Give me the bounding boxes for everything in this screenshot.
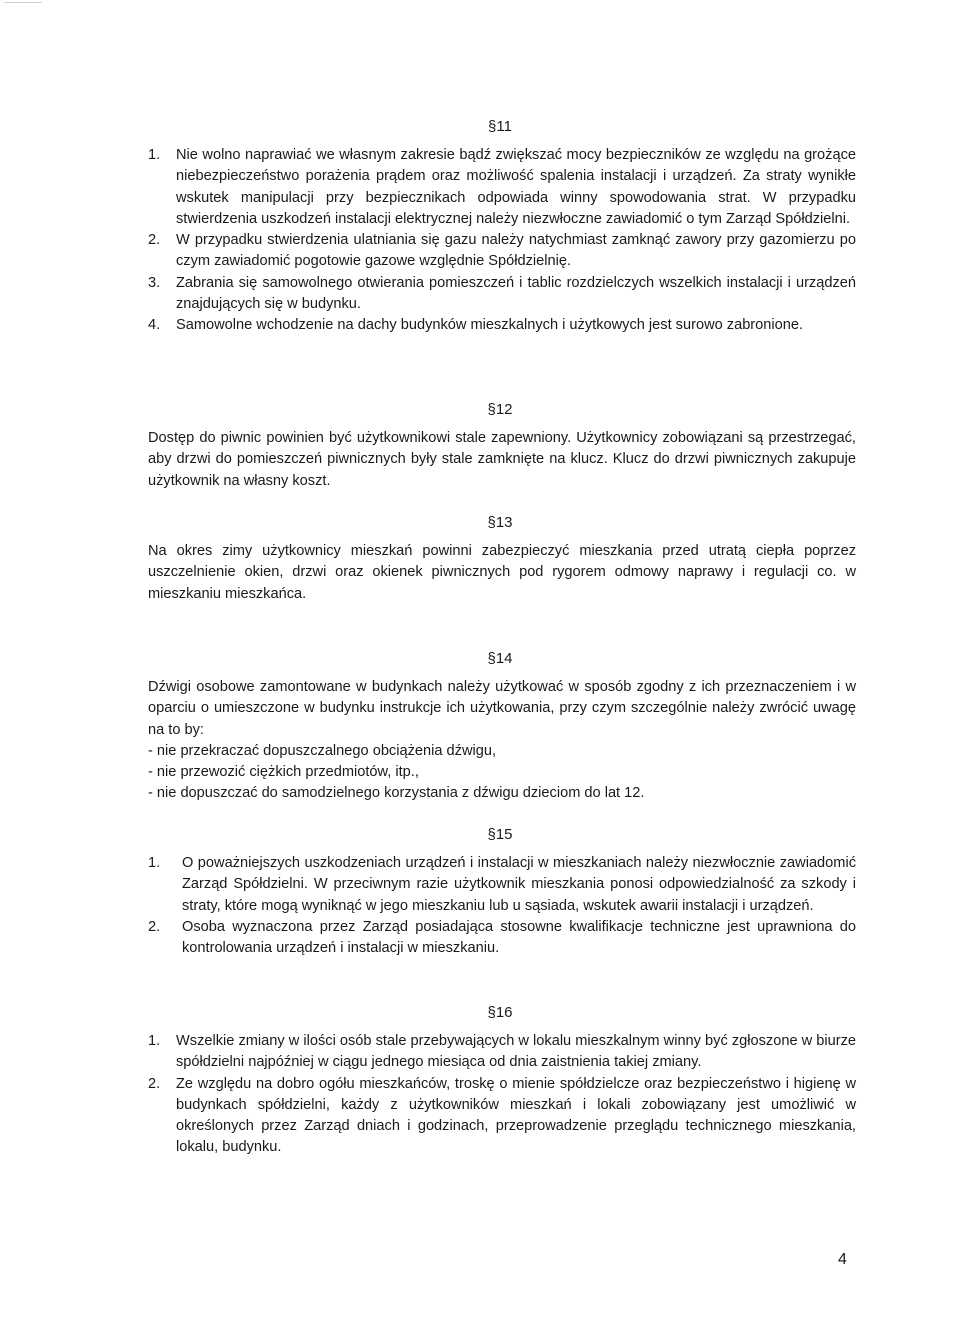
section-13-paragraph: Na okres zimy użytkownicy mieszkań powinni zabezpieczyć mieszkania przed utratą ciepła poprzez uszczelnienie okien, drzwi oraz okienek piwnicznych pod rygorem odmowy naprawy i regulacji co. w mieszkaniu mieszkańca. [148, 543, 856, 602]
list-item [148, 917, 856, 960]
list-item-number: 3. [148, 274, 161, 291]
section-14-body [148, 677, 856, 805]
section-heading-12: §12 [487, 401, 513, 418]
list-item [148, 853, 856, 917]
section-heading-11: §11 [488, 118, 512, 135]
dash-item: - nie dopuszczać do samodzielnego korzystania z dźwigu dzieciom do lat 12. [148, 785, 645, 802]
section-heading-15: §15 [487, 826, 513, 843]
list-item-text: W przypadku stwierdzenia ulatniania się gazu należy natychmiast zamknąć zawory przy gazomierzu po czym zawiadomić pogotowie gazowe względnie Spółdzielnię. [176, 232, 856, 270]
list-item-text: Wszelkie zmiany w ilości osób stale przebywających w lokalu mieszkalnym winny być zgłoszone w biurze spółdzielni najpóźniej w ciągu jednego miesiąca od dnia zaistnienia takiej zmiany. [176, 1033, 856, 1071]
section-heading-13: §13 [487, 514, 513, 531]
dash-item: - nie przewozić ciężkich przedmiotów, itp., [148, 764, 419, 781]
list-item-text: O poważniejszych uszkodzeniach urządzeń i instalacji w mieszkaniach należy niezwłocznie zawiadomić Zarząd Spółdzielni. W przeciwnym razie użytkownik mieszkania ponosi odpowiedzialność za szkody i straty, które mogą wyniknąć w jego mieszkaniu lub u sąsiada, wskutek awarii instalacji i urządzeń. [182, 855, 856, 914]
page-number: 4 [838, 1251, 847, 1268]
list-item-number: 1. [148, 147, 161, 163]
list-item-number: 1. [148, 855, 161, 871]
section-14-dash-list [148, 741, 856, 805]
scan-mark [4, 2, 42, 3]
section-11-list [148, 145, 856, 337]
list-item-number: 1. [148, 1033, 161, 1049]
list-item-text: Ze względu na dobro ogółu mieszkańców, troskę o mienie spółdzielcze oraz bezpieczeństwo i higienę w budynkach spółdzielni, każdy z użytkowników mieszkań i lokali zobowiązany jest umożliwić w określonych przez Zarząd dniach i godzinach, przeprowadzenie przeglądu technicznego mieszkania, lokalu, budynku. [176, 1075, 856, 1156]
list-item-number: 2. [148, 1075, 161, 1092]
list-item-text: Zabrania się samowolnego otwierania pomieszczeń i tablic rozdzielczych wszelkich instalacji i urządzeń znajdujących się w budynku. [176, 274, 856, 313]
list-item-number: 2. [148, 918, 161, 935]
list-item [148, 230, 856, 273]
list-item [148, 1031, 856, 1074]
list-item-text: Osoba wyznaczona przez Zarząd posiadająca stosowne kwalifikacje techniczne jest uprawniona do kontrolowania urządzeń i instalacji w mieszkaniu. [182, 918, 856, 957]
list-item [148, 145, 856, 230]
list-item-text: Nie wolno naprawiać we własnym zakresie bądź zwiększać mocy bezpieczników ze względu na grożące niebezpieczeństwo porażenia prądem oraz możliwość spalenia instalacji i urządzeń. Za straty wynikłe wskutek manipulacji przy bezpiecznikach odpowiada winny spowodowania strat. W przypadku stwierdzenia uszkodzeń instalacji elektrycznej należy niezwłoczne zawiadomić o tym Zarząd Spółdzielni. [176, 147, 856, 227]
section-heading-14: §14 [487, 650, 513, 667]
list-item-number: 4. [148, 317, 161, 334]
list-item-number: 2. [148, 232, 161, 249]
section-14-paragraph: Dźwigi osobowe zamontowane w budynkach należy użytkować w sposób zgodny z ich przeznaczeniem i w oparciu o umieszczone w budynku instrukcje ich użytkowania, przy czym szczególnie należy zwrócić uwagę na to by: [148, 679, 856, 738]
section-15-list [148, 853, 856, 959]
dash-item: - nie przekraczać dopuszczalnego obciążenia dźwigu, [148, 742, 497, 759]
list-item [148, 315, 856, 336]
list-item [148, 1074, 856, 1159]
section-heading-16: §16 [487, 1004, 513, 1021]
list-item-text: Samowolne wchodzenie na dachy budynków mieszkalnych i użytkowych jest surowo zabronione. [176, 317, 804, 334]
section-12-paragraph: Dostęp do piwnic powinien być użytkownikowi stale zapewniony. Użytkownicy zobowiązani są przestrzegać, aby drzwi do pomieszczeń piwnicznych były stale zamknięte na klucz. Klucz do drzwi piwnicznych zakupuje użytkownik na własny koszt. [148, 430, 856, 489]
section-16-list [148, 1031, 856, 1159]
list-item [148, 273, 856, 316]
